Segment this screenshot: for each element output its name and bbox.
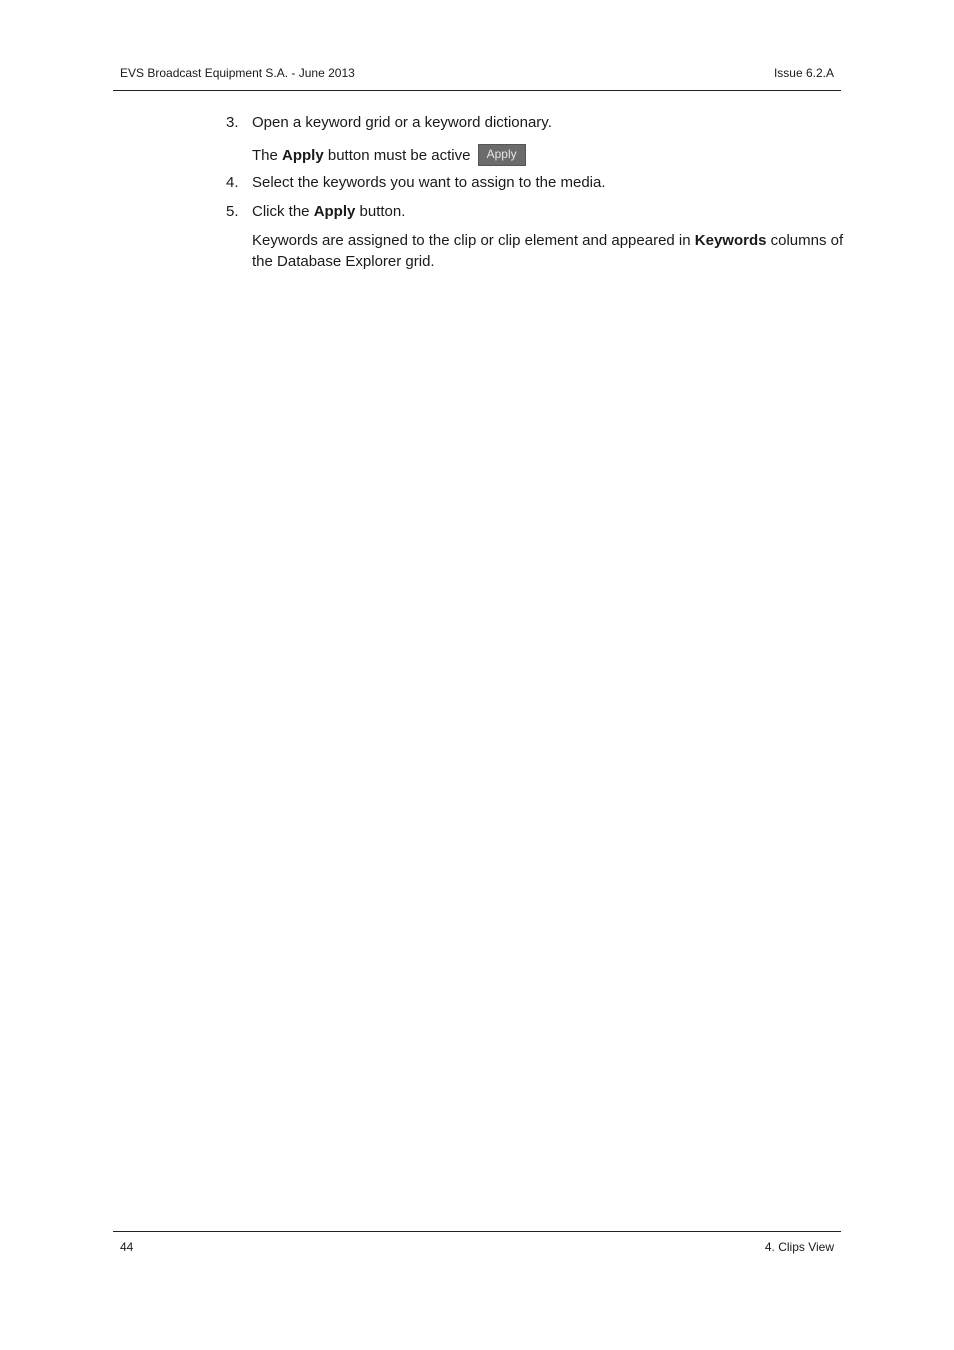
step-text-bold: Apply <box>313 203 356 220</box>
page-number: 44 <box>120 1240 134 1254</box>
step-text: Open a keyword grid or a keyword dictionary. <box>252 114 552 131</box>
step-number: 3. <box>226 114 239 131</box>
step-text-post: button. <box>355 203 406 220</box>
apply-active-note <box>226 144 846 166</box>
note-text-bold: Apply <box>282 147 324 164</box>
note-text-pre: The <box>252 147 283 164</box>
step-text-pre: Click the <box>252 203 314 220</box>
procedure-content <box>226 112 846 272</box>
page-footer <box>113 1231 841 1254</box>
result-paragraph <box>226 230 846 272</box>
header-company-date: EVS Broadcast Equipment S.A. - June 2013 <box>120 66 355 80</box>
step-number: 5. <box>226 203 239 220</box>
result-text-bold: Keywords <box>694 232 767 249</box>
step-text: Select the keywords you want to assign to the media. <box>252 174 606 191</box>
result-text-post: columns of the Database Explorer grid. <box>252 232 844 270</box>
step-5 <box>226 201 846 222</box>
header-issue: Issue 6.2.A <box>773 66 834 80</box>
step-4 <box>226 172 846 193</box>
step-3 <box>226 112 846 133</box>
note-text-post: button must be active <box>323 147 471 164</box>
page-header <box>113 66 841 91</box>
step-number: 4. <box>226 174 239 191</box>
chapter-title: 4. Clips View <box>764 1240 834 1254</box>
apply-button-image: Apply <box>478 144 526 166</box>
result-text-pre: Keywords are assigned to the clip or clip element and appeared in <box>252 232 695 249</box>
